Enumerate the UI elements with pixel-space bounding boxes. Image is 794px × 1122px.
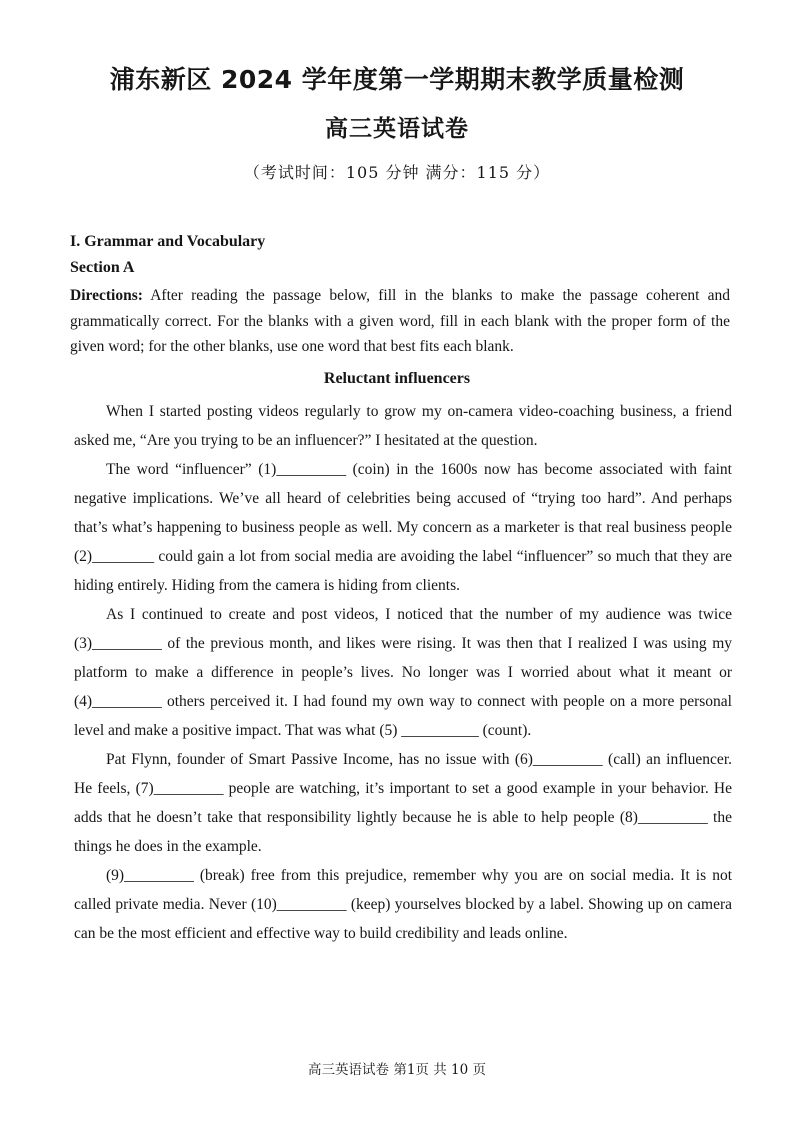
section-heading: Section A <box>70 259 135 276</box>
passage-paragraph: As I continued to create and post videos, I noticed that the number of my audience was twice (3)_________ of the previous month, and likes were rising. It was then that I realized I was using my platform to make a difference in people’s lives. No longer was I worried about what it meant or (4)_________ others perceived it. I had found my own way to connect with people on a more personal level and make a positive impact. That was what (5) __________ (count). <box>74 606 732 739</box>
passage-paragraph: The word “influencer” (1)_________ (coin) in the 1600s now has become associated with faint negative implications. We’ve all heard of celebrities being accused of “trying too hard”. And perhaps that’s what’s happening to business people as well. My concern as a marketer is that real business people (2)________ could gain a lot from social media are avoiding the label “influencer” so much that they are hiding entirely. Hiding from the camera is hiding from clients. <box>74 461 732 594</box>
passage-paragraph: Pat Flynn, founder of Smart Passive Income, has no issue with (6)_________ (call) an influencer. He feels, (7)_________ people are watching, it’s important to set a good example in your behavior. He adds that he doesn’t take that responsibility lightly because he is able to help people (8)_________ the things he does in the example. <box>74 751 732 855</box>
exam-title: 浦东新区 2024 学年度第一学期期末教学质量检测 <box>109 65 685 94</box>
exam-subtitle: 高三英语试卷 <box>325 116 469 142</box>
passage-paragraph: When I started posting videos regularly to grow my on-camera video-coaching business, a friend asked me, “Are you trying to be an influencer?” I hesitated at the question. <box>74 403 732 449</box>
directions <box>70 283 730 360</box>
directions-label: Directions: <box>70 287 143 304</box>
passage-paragraph: (9)_________ (break) free from this prejudice, remember why you are on social media. It is not called private media. Never (10)_________ (keep) yourselves blocked by a label. Showing up on camera can be the most efficient and effective way to build credibility and leads online. <box>74 867 732 942</box>
passage-body <box>74 397 732 948</box>
part-heading: I. Grammar and Vocabulary <box>70 233 266 250</box>
passage-title: Reluctant influencers <box>323 370 471 387</box>
directions-text: After reading the passage below, fill in the blanks to make the passage coherent and grammatically correct. For the blanks with a given word, fill in each blank with the proper form of the given word; for the other blanks, use one word that best fits each blank. <box>70 287 730 355</box>
exam-info: （考试时间：105 分钟 满分：115 分） <box>243 163 551 182</box>
page-footer: 高三英语试卷 第1页 共 10 页 <box>308 1062 486 1078</box>
